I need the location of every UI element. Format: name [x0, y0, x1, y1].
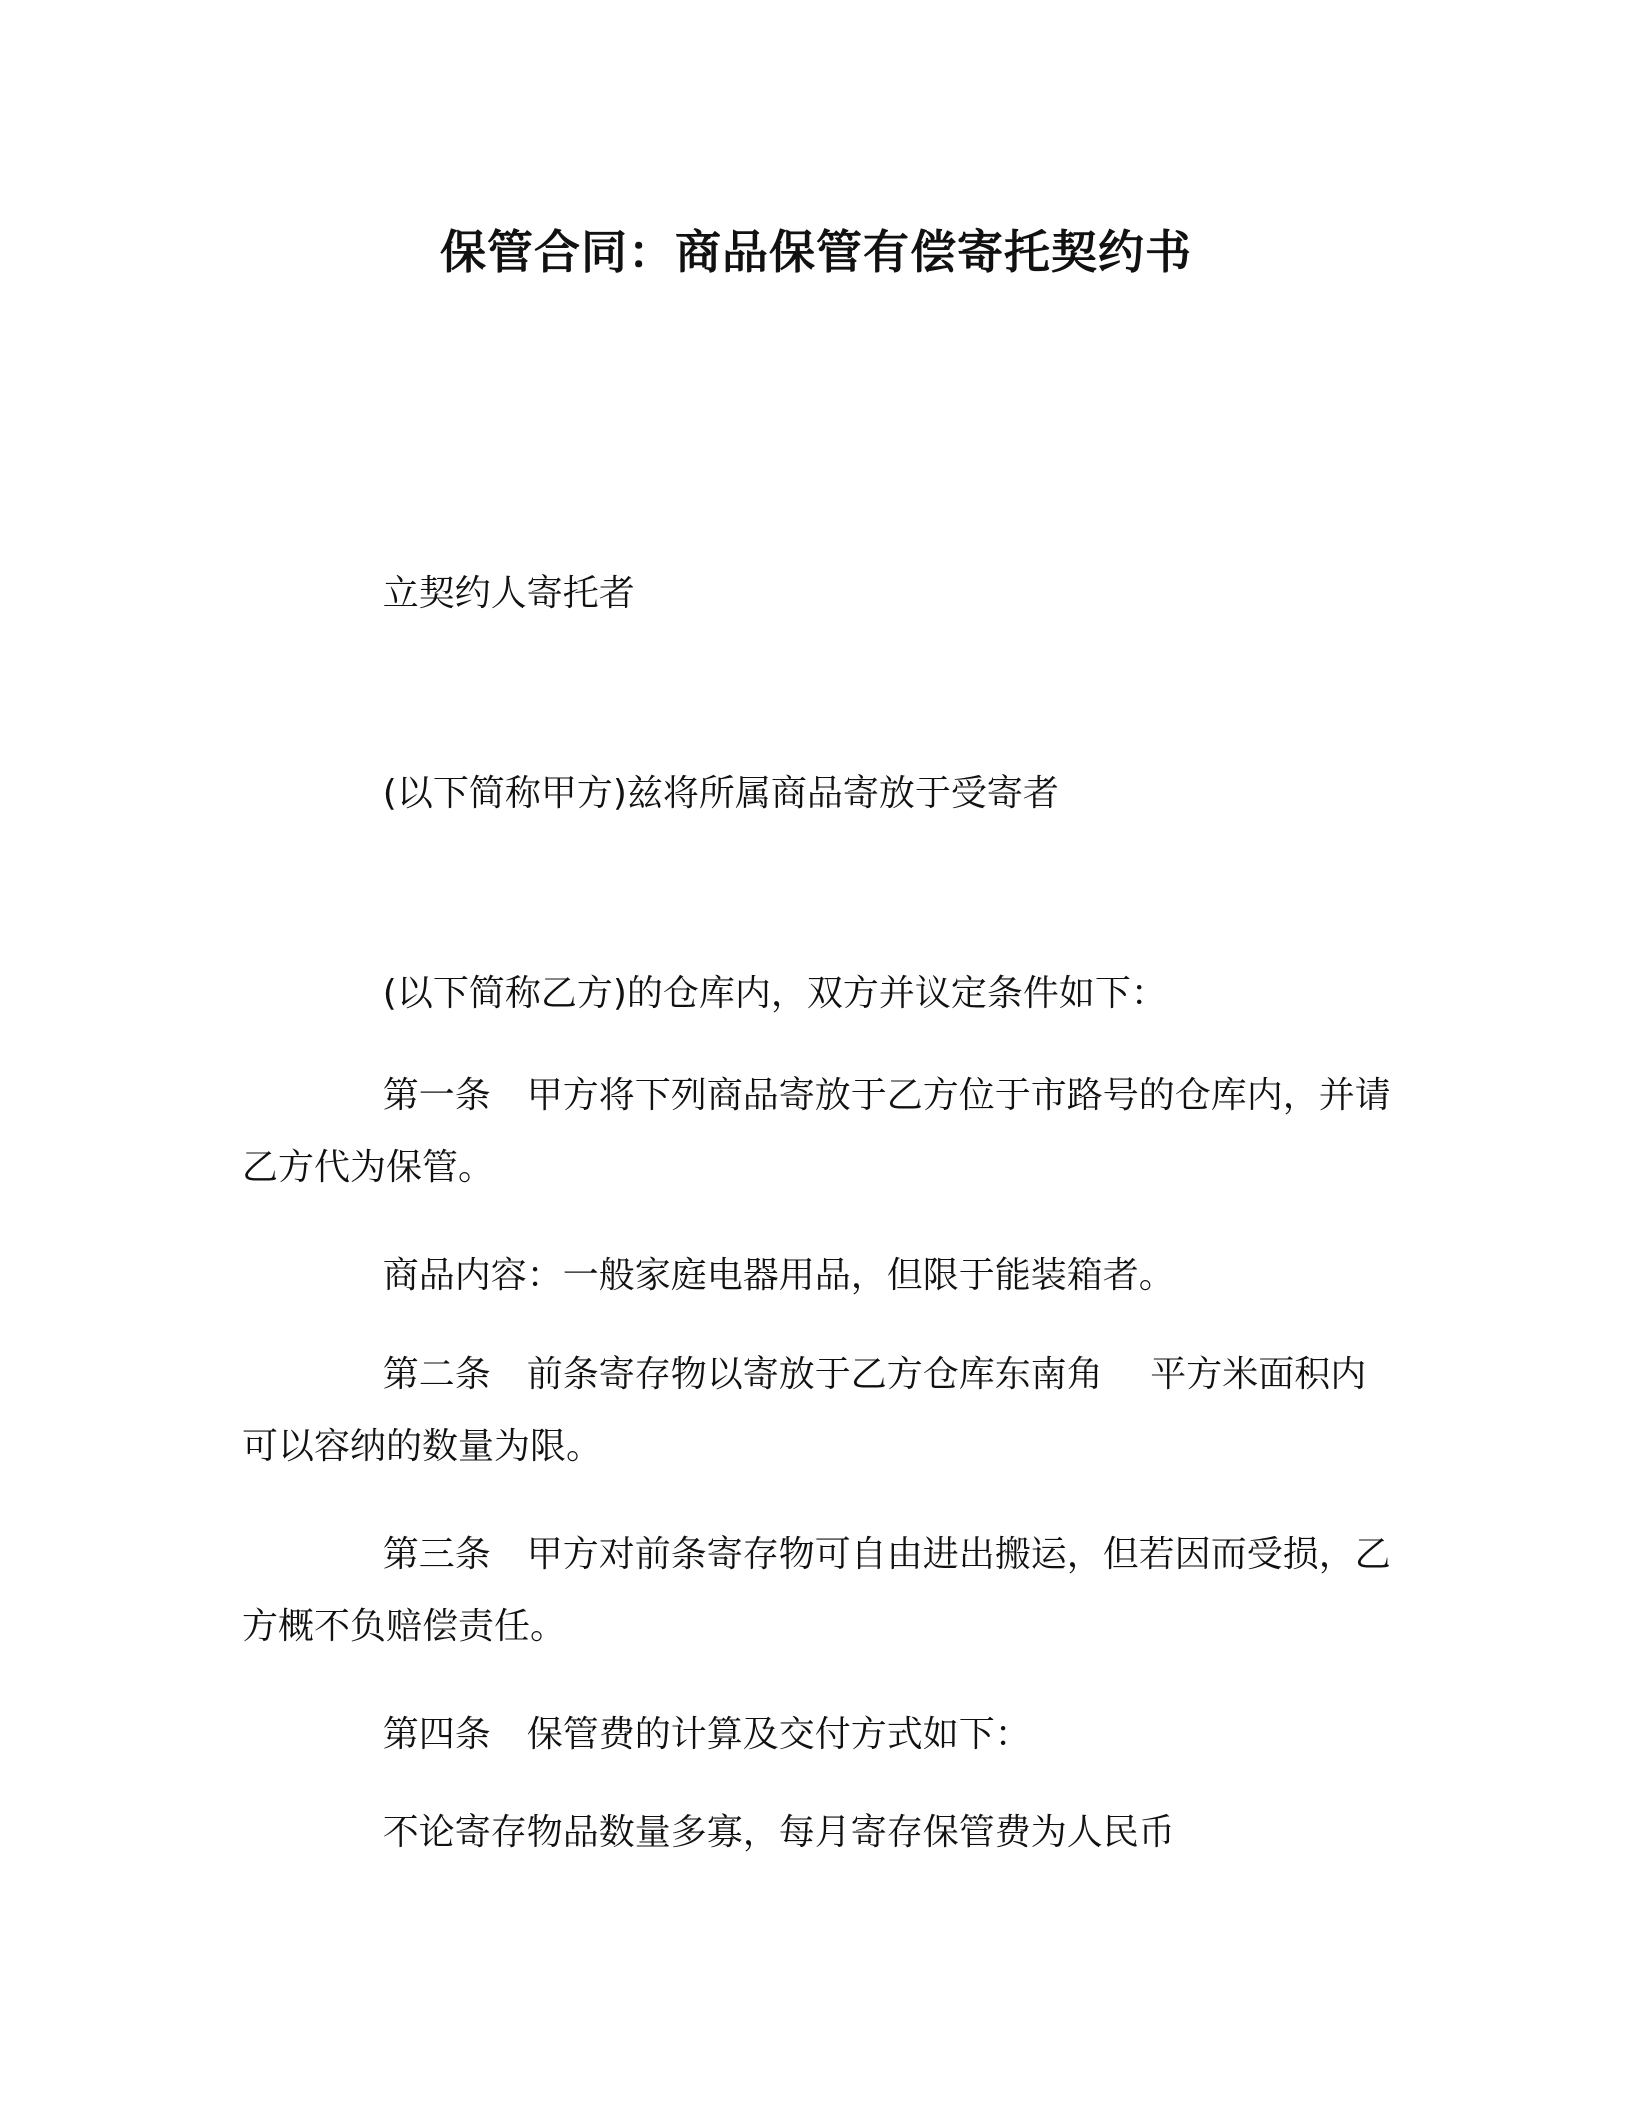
paragraph-text: 第二条 前条寄存物以寄放于乙方仓库东南角 平方米面积内可以容纳的数量为限。	[242, 1354, 1367, 1467]
paragraph-party-a	[242, 486, 1392, 702]
paragraph-text: 第一条 甲方将下列商品寄放于乙方位于市路号的仓库内，并请乙方代为保管。	[242, 1075, 1391, 1188]
paragraph-text: (以下简称乙方)的仓库内，双方并议定条件如下：	[382, 973, 1167, 1014]
paragraph-text: 第四条 保管费的计算及交付方式如下：	[382, 1714, 1031, 1755]
paragraph-text: 第三条 甲方对前条寄存物可自由进出搬运，但若因而受损，乙方概不负赔偿责任。	[242, 1534, 1391, 1647]
paragraph-party-a-note	[242, 686, 1392, 902]
document-title: 保管合同：商品保管有偿寄托契约书	[440, 225, 1192, 279]
fee-clause	[242, 1725, 1392, 1941]
paragraph-text: 不论寄存物品数量多寡，每月寄存保管费为人民币	[382, 1812, 1175, 1853]
paragraph-text: 商品内容：一般家庭电器用品，但限于能装箱者。	[382, 1255, 1175, 1296]
paragraph-text: 立契约人寄托者	[382, 573, 635, 614]
paragraph-text: (以下简称甲方)兹将所属商品寄放于受寄者	[382, 773, 1059, 814]
